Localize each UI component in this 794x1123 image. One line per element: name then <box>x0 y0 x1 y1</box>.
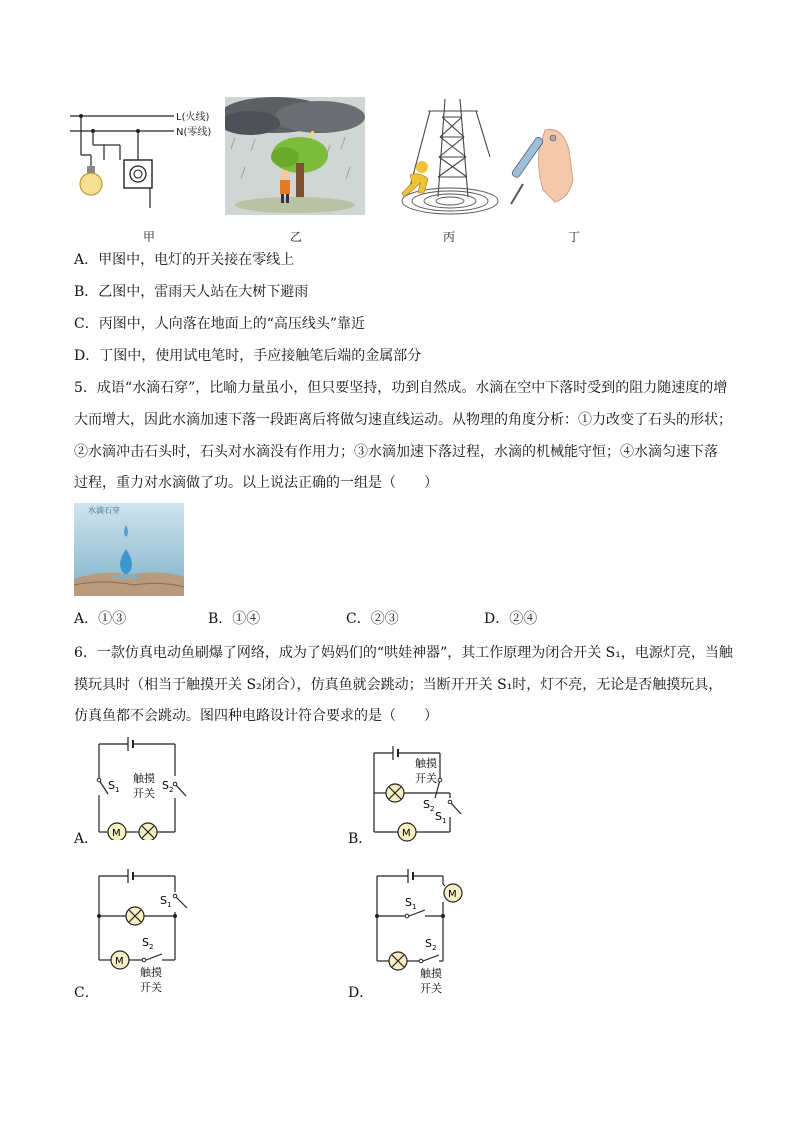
svg-text:2: 2 <box>432 944 437 952</box>
water-drop-image-title: 水滴石穿 <box>88 506 120 515</box>
svg-text:1: 1 <box>115 786 120 794</box>
svg-text:触摸: 触摸 <box>420 967 442 980</box>
circuit-a <box>90 736 200 840</box>
circuit-c <box>90 866 200 996</box>
circuit-b-label: B． <box>348 831 373 847</box>
thunderstorm-tree-image <box>225 97 365 215</box>
circuit-a-label: A． <box>74 831 99 847</box>
svg-text:S: S <box>405 896 412 909</box>
caption-jia: 甲 <box>143 230 156 244</box>
svg-text:开关: 开关 <box>420 982 442 995</box>
circuit-c-label: C． <box>74 985 99 1001</box>
label-live-wire: L(火线) <box>176 112 210 123</box>
svg-text:触摸: 触摸 <box>140 966 162 979</box>
svg-text:S: S <box>142 936 149 949</box>
svg-text:开关: 开关 <box>415 772 437 785</box>
q5-option-c: C．②③ <box>346 611 399 627</box>
svg-text:S: S <box>435 810 442 823</box>
q5-water-drop-image <box>74 503 184 596</box>
label-neutral-wire: N(零线) <box>176 127 212 138</box>
q4-option-a: A．甲图中，电灯的开关接在零线上 <box>74 252 295 268</box>
test-pen-hand-image <box>503 120 583 220</box>
circuit-a-diagram <box>90 736 200 840</box>
svg-text:2: 2 <box>430 805 435 813</box>
caption-yi: 乙 <box>290 230 303 244</box>
svg-text:S: S <box>162 779 169 792</box>
svg-text:1: 1 <box>412 903 417 911</box>
figure-bing <box>390 97 500 217</box>
caption-ding: 丁 <box>568 230 581 244</box>
figure-ding <box>503 120 583 220</box>
svg-text:M: M <box>448 889 457 900</box>
circuit-c-diagram <box>90 866 200 996</box>
q6-line-3: 仿真鱼都不会跳动。图四种电路设计符合要求的是（ ） <box>74 708 438 724</box>
svg-text:开关: 开关 <box>140 981 162 994</box>
bulb-icon <box>80 173 102 195</box>
svg-text:2: 2 <box>169 786 174 794</box>
q5-line-2: 大而增大，因此水滴加速下落一段距离后将做匀速直线运动。从物理的角度分析：①力改变了石头的形状； <box>74 412 732 428</box>
svg-text:S: S <box>160 894 167 907</box>
q5-line-4: 过程，重力对水滴做了功。以上说法正确的一组是（ ） <box>74 475 438 491</box>
q5-option-d: D．②④ <box>484 611 538 627</box>
svg-text:触摸: 触摸 <box>133 772 155 785</box>
circuit-b <box>365 740 475 844</box>
figure-yi <box>225 97 365 215</box>
svg-text:S: S <box>423 798 430 811</box>
svg-text:M: M <box>115 956 124 967</box>
q5-line-3: ②水滴冲击石头时，石头对水滴没有作用力；③水滴加速下落过程，水滴的机械能守恒；④水滴匀速下落 <box>74 444 718 460</box>
figure-jia <box>64 100 224 230</box>
q5-line-1: 5．成语“水滴石穿”，比喻力量虽小，但只要坚持，功到自然成。水滴在空中下落时受到的阻力随速度的增 <box>74 380 728 396</box>
caption-bing: 丙 <box>443 230 456 244</box>
q6-line-2: 摸玩具时（相当于触摸开关 S₂闭合），仿真鱼就会跳动；当断开开关 S₁时，灯不亮，无论是否触摸玩具， <box>74 677 723 693</box>
svg-text:S: S <box>425 937 432 950</box>
q4-option-b: B．乙图中，雷雨天人站在大树下避雨 <box>74 284 309 300</box>
svg-text:2: 2 <box>149 943 154 951</box>
q6-line-1: 6．一款仿真电动鱼刷爆了网络，成为了妈妈们的“哄娃神器”，其工作原理为闭合开关 S₁，电源灯亮，当触 <box>74 645 733 661</box>
svg-text:M: M <box>112 828 121 839</box>
svg-text:触摸: 触摸 <box>415 757 437 770</box>
q5-option-a: A．①③ <box>74 611 127 627</box>
svg-text:1: 1 <box>442 817 447 825</box>
high-voltage-line-image <box>390 97 500 217</box>
circuit-d-label: D． <box>348 985 374 1001</box>
q5-option-b: B．①④ <box>208 611 261 627</box>
household-circuit-diagram <box>64 100 224 230</box>
q4-option-d: D．丁图中，使用试电笔时，手应接触笔后端的金属部分 <box>74 348 422 364</box>
circuit-d-diagram <box>365 866 475 996</box>
svg-text:S: S <box>108 779 115 792</box>
q4-option-c: C．丙图中，人向落在地面上的“高压线头”靠近 <box>74 316 366 332</box>
circuit-b-diagram <box>365 740 475 844</box>
svg-text:开关: 开关 <box>133 787 155 800</box>
circuit-d <box>365 866 475 996</box>
svg-text:M: M <box>402 828 411 839</box>
svg-text:1: 1 <box>167 901 172 909</box>
